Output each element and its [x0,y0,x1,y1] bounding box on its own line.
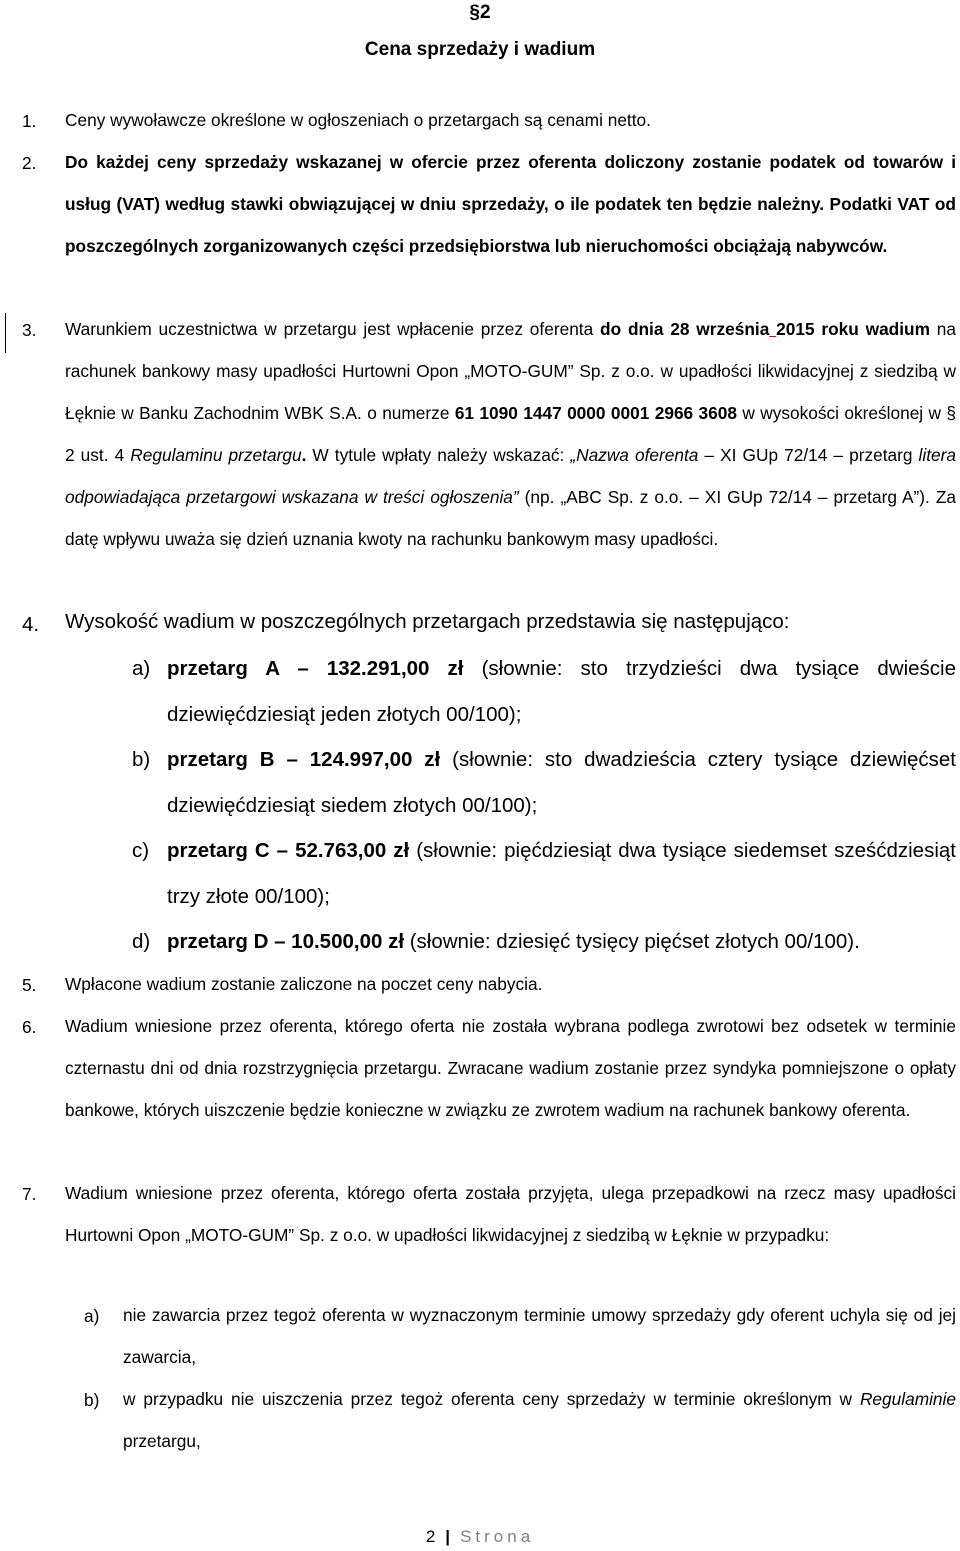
paragraph-number: 1. [22,111,37,131]
paragraph-number: 6. [22,1017,37,1037]
paragraph-number: 4. [22,613,40,636]
section-number: §2 [469,2,491,23]
list-item-letter: c) [132,839,150,862]
list-item: przetarg A – 132.291,00 zł (słownie: sto trzydzieści dwa tysiące dwieście dziewięćdziesiąt jeden złotych 00/100); [167,657,956,726]
list-item-letter: d) [132,930,151,953]
section-title: Cena sprzedaży i wadium [364,39,596,60]
paragraph-4-text: Wysokość wadium w poszczególnych przetargach przedstawia się następująco: [65,610,790,633]
paragraph-number: 3. [22,320,37,340]
page-label: Strona [460,1527,535,1546]
footer-separator: | [445,1527,451,1546]
page-footer [0,1527,960,1547]
list-item: przetarg C – 52.763,00 zł (słownie: pięćdziesiąt dwa tysiące siedemset sześćdziesiąt trzy złote 00/100); [167,839,956,908]
paragraph-1-text: Ceny wywoławcze określone w ogłoszeniach o przetargach są cenami netto. [65,110,651,130]
list-item-letter: b) [84,1390,100,1410]
list-item: w przypadku nie uiszczenia przez tegoż oferenta ceny sprzedaży w terminie określonym w Regulaminie przetargu, [123,1389,956,1451]
paragraph-3-text: Warunkiem uczestnictwa w przetargu jest wpłacenie przez oferenta do dnia 28 września 2015 roku wadium na rachunek bankowy masy upadłości Hurtowni Opon „MOTO-GUM” Sp. z o.o. w upadłości likwidacyjnej z siedzibą w Łęknie w Banku Zachodnim WBK S.A. o numerze 61 1090 1447 0000 0001 2966 3608 w wysokości określonej w § 2 ust. 4 Regulaminu przetargu. W tytule wpłaty należy wskazać: „Nazwa oferenta – XI GUp 72/14 – przetarg litera odpowiadająca przetargowi wskazana w treści ogłoszenia” (np. „ABC Sp. z o.o. – XI GUp 72/14 – przetarg A”). Za datę wpływu uważa się dzień uznania kwoty na rachunku bankowym masy upadłości. [65,319,957,549]
list-item: przetarg B – 124.997,00 zł (słownie: sto dwadzieścia cztery tysiące dziewięćset dziewięćdziesiąt siedem złotych 00/100); [167,748,956,817]
paragraph-2-text: Do każdej ceny sprzedaży wskazanej w ofercie przez oferenta doliczony zostanie podatek od towarów i usług (VAT) według stawki obwiązującej w dniu sprzedaży, o ile podatek ten będzie należny. Podatki VAT od poszczególnych zorganizowanych części przedsiębiorstwa lub nieruchomości obciążają nabywców. [65,152,956,256]
list-item: przetarg D – 10.500,00 zł (słownie: dziesięć tysięcy pięćset złotych 00/100). [167,930,860,953]
page-number: 2 [425,1527,436,1546]
paragraph-number: 5. [22,975,37,995]
paragraph-7-text: Wadium wniesione przez oferenta, którego oferta została przyjęta, ulega przepadkowi na rzecz masy upadłości Hurtowni Opon „MOTO-GUM” Sp. z o.o. w upadłości likwidacyjnej z siedzibą w Łęknie w przypadku: [65,1183,956,1245]
paragraph-number: 2. [22,153,37,173]
list-item-letter: a) [132,657,151,680]
paragraph-5-text: Wpłacone wadium zostanie zaliczone na poczet ceny nabycia. [65,974,543,994]
list-item-letter: b) [132,748,151,771]
paragraph-number: 7. [22,1184,37,1204]
list-item: nie zawarcia przez tegoż oferenta w wyznaczonym terminie umowy sprzedaży gdy oferent uchyla się od jej zawarcia, [123,1305,956,1367]
revision-change-bar [5,313,6,353]
list-item-letter: a) [84,1306,100,1326]
paragraph-6-text: Wadium wniesione przez oferenta, którego oferta nie została wybrana podlega zwrotowi bez odsetek w terminie czternastu dni od dnia rozstrzygnięcia przetargu. Zwracane wadium zostanie przez syndyka pomniejszone o opłaty bankowe, których uiszczenie będzie konieczne w związku ze zwrotem wadium na rachunek bankowy oferenta. [65,1016,956,1120]
